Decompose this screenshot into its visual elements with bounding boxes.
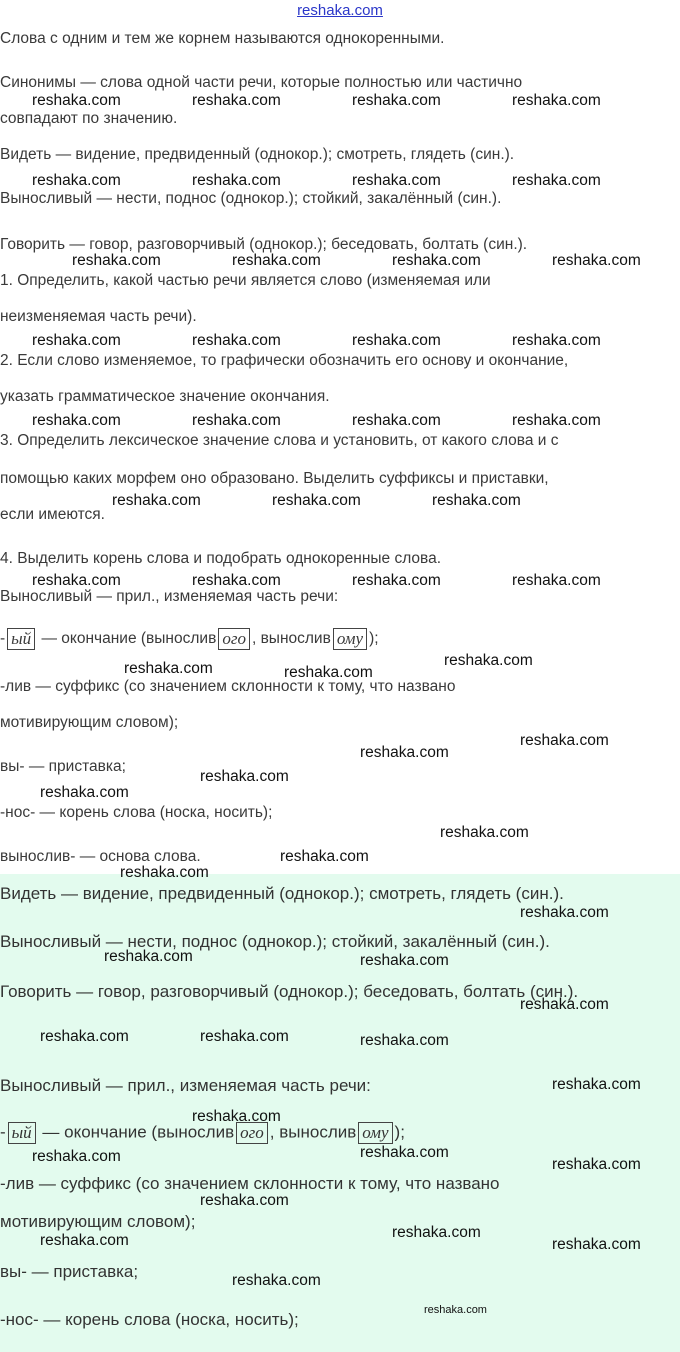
watermark: reshaka.com bbox=[112, 492, 201, 509]
watermark: reshaka.com bbox=[512, 412, 601, 429]
watermark: reshaka.com bbox=[32, 572, 121, 589]
watermark: reshaka.com bbox=[392, 1224, 481, 1241]
watermark: reshaka.com bbox=[512, 92, 601, 109]
step-1-line1: 1. Определить, какой частью речи является слово (изменяемая или bbox=[0, 272, 491, 289]
watermark: reshaka.com bbox=[424, 1304, 487, 1316]
ending-mark: ому bbox=[333, 628, 367, 650]
ending-mark: ого bbox=[236, 1122, 268, 1144]
answer-part-of-speech: Выносливый — прил., изменяемая часть речи: bbox=[0, 1076, 371, 1095]
answer-block bbox=[0, 874, 680, 1352]
watermark: reshaka.com bbox=[512, 572, 601, 589]
watermark: reshaka.com bbox=[352, 92, 441, 109]
watermark: reshaka.com bbox=[192, 92, 281, 109]
analysis-suffix-line1: -лив — суффикс (со значением склонности к тому, что названо bbox=[0, 678, 456, 695]
watermark: reshaka.com bbox=[512, 332, 601, 349]
analysis-prefix: вы- — приставка; bbox=[0, 758, 126, 775]
ending-mark: ый bbox=[7, 628, 35, 650]
watermark: reshaka.com bbox=[192, 1108, 281, 1125]
answer-root: -нос- — корень слова (носка, носить); bbox=[0, 1310, 299, 1329]
watermark: reshaka.com bbox=[360, 1032, 449, 1049]
watermark: reshaka.com bbox=[232, 252, 321, 269]
answer-videt: Видеть — видение, предвиденный (однокор.); смотреть, глядеть (син.). bbox=[0, 884, 564, 903]
watermark: reshaka.com bbox=[352, 412, 441, 429]
watermark: reshaka.com bbox=[520, 732, 609, 749]
definition-cognates: Слова с одним и тем же корнем называются однокоренными. bbox=[0, 30, 445, 47]
watermark: reshaka.com bbox=[444, 652, 533, 669]
site-link[interactable]: reshaka.com bbox=[297, 2, 383, 19]
step-3-line1: 3. Определить лексическое значение слова и установить, от какого слова и с bbox=[0, 432, 559, 449]
answer-suffix-line1: -лив — суффикс (со значением склонности к тому, что названо bbox=[0, 1174, 500, 1193]
watermark: reshaka.com bbox=[520, 996, 609, 1013]
watermark: reshaka.com bbox=[104, 948, 193, 965]
step-4: 4. Выделить корень слова и подобрать однокоренные слова. bbox=[0, 550, 442, 567]
watermark: reshaka.com bbox=[32, 92, 121, 109]
ending-mark: ому bbox=[358, 1122, 392, 1144]
analysis-part-of-speech: Выносливый — прил., изменяемая часть речи: bbox=[0, 588, 339, 605]
analysis-ending: - ый — окончание (вынослив ого , вынослив ому ); bbox=[0, 629, 379, 648]
analysis-stem: вынослив- — основа слова. bbox=[0, 848, 201, 865]
watermark: reshaka.com bbox=[32, 1148, 121, 1165]
watermark: reshaka.com bbox=[124, 660, 213, 677]
watermark: reshaka.com bbox=[440, 824, 529, 841]
watermark: reshaka.com bbox=[520, 904, 609, 921]
definition-synonyms-line2: совпадают по значению. bbox=[0, 110, 178, 127]
answer-prefix: вы- — приставка; bbox=[0, 1262, 139, 1281]
watermark: reshaka.com bbox=[32, 172, 121, 189]
watermark: reshaka.com bbox=[352, 572, 441, 589]
watermark: reshaka.com bbox=[352, 332, 441, 349]
definition-synonyms-line1: Синонимы — слова одной части речи, которые полностью или частично bbox=[0, 74, 523, 91]
watermark: reshaka.com bbox=[512, 172, 601, 189]
answer-govorit: Говорить — говор, разговорчивый (однокор.); беседовать, болтать (син.). bbox=[0, 982, 579, 1001]
watermark: reshaka.com bbox=[280, 848, 369, 865]
watermark: reshaka.com bbox=[232, 1272, 321, 1289]
step-1-line2: неизменяемая часть речи). bbox=[0, 308, 197, 325]
watermark: reshaka.com bbox=[32, 412, 121, 429]
watermark: reshaka.com bbox=[360, 952, 449, 969]
watermark: reshaka.com bbox=[360, 744, 449, 761]
answer-ending: - ый — окончание (вынослив ого , вынослив ому ); bbox=[0, 1122, 405, 1142]
ending-mark: ого bbox=[218, 628, 250, 650]
watermark: reshaka.com bbox=[40, 784, 129, 801]
step-3-line3: если имеются. bbox=[0, 506, 105, 523]
watermark: reshaka.com bbox=[200, 1192, 289, 1209]
watermark: reshaka.com bbox=[120, 864, 209, 881]
watermark: reshaka.com bbox=[72, 252, 161, 269]
example-vynoslivyy: Выносливый — нести, поднос (однокор.); стойкий, закалённый (син.). bbox=[0, 190, 502, 207]
watermark: reshaka.com bbox=[200, 1028, 289, 1045]
watermark: reshaka.com bbox=[192, 412, 281, 429]
step-3-line2: помощью каких морфем оно образовано. Выделить суффиксы и приставки, bbox=[0, 470, 549, 487]
answer-vynoslivyy: Выносливый — нести, поднос (однокор.); стойкий, закалённый (син.). bbox=[0, 932, 550, 951]
step-2-line2: указать грамматическое значение окончания. bbox=[0, 388, 330, 405]
ending-mark: ый bbox=[8, 1122, 36, 1144]
watermark: reshaka.com bbox=[40, 1028, 129, 1045]
watermark: reshaka.com bbox=[284, 664, 373, 681]
watermark: reshaka.com bbox=[40, 1232, 129, 1249]
watermark: reshaka.com bbox=[192, 332, 281, 349]
watermark: reshaka.com bbox=[272, 492, 361, 509]
example-govorit: Говорить — говор, разговорчивый (однокор.); беседовать, болтать (син.). bbox=[0, 236, 528, 253]
answer-suffix-line2: мотивирующим словом); bbox=[0, 1212, 196, 1231]
watermark: reshaka.com bbox=[360, 1144, 449, 1161]
analysis-root: -нос- — корень слова (носка, носить); bbox=[0, 804, 273, 821]
analysis-suffix-line2: мотивирующим словом); bbox=[0, 714, 179, 731]
step-2-line1: 2. Если слово изменяемое, то графически обозначить его основу и окончание, bbox=[0, 352, 569, 369]
watermark: reshaka.com bbox=[200, 768, 289, 785]
watermark: reshaka.com bbox=[32, 332, 121, 349]
watermark: reshaka.com bbox=[552, 1236, 641, 1253]
example-videt: Видеть — видение, предвиденный (однокор.); смотреть, глядеть (син.). bbox=[0, 146, 515, 163]
watermark: reshaka.com bbox=[192, 172, 281, 189]
watermark: reshaka.com bbox=[552, 252, 641, 269]
watermark: reshaka.com bbox=[352, 172, 441, 189]
watermark: reshaka.com bbox=[192, 572, 281, 589]
watermark: reshaka.com bbox=[552, 1156, 641, 1173]
watermark: reshaka.com bbox=[432, 492, 521, 509]
watermark: reshaka.com bbox=[392, 252, 481, 269]
watermark: reshaka.com bbox=[552, 1076, 641, 1093]
